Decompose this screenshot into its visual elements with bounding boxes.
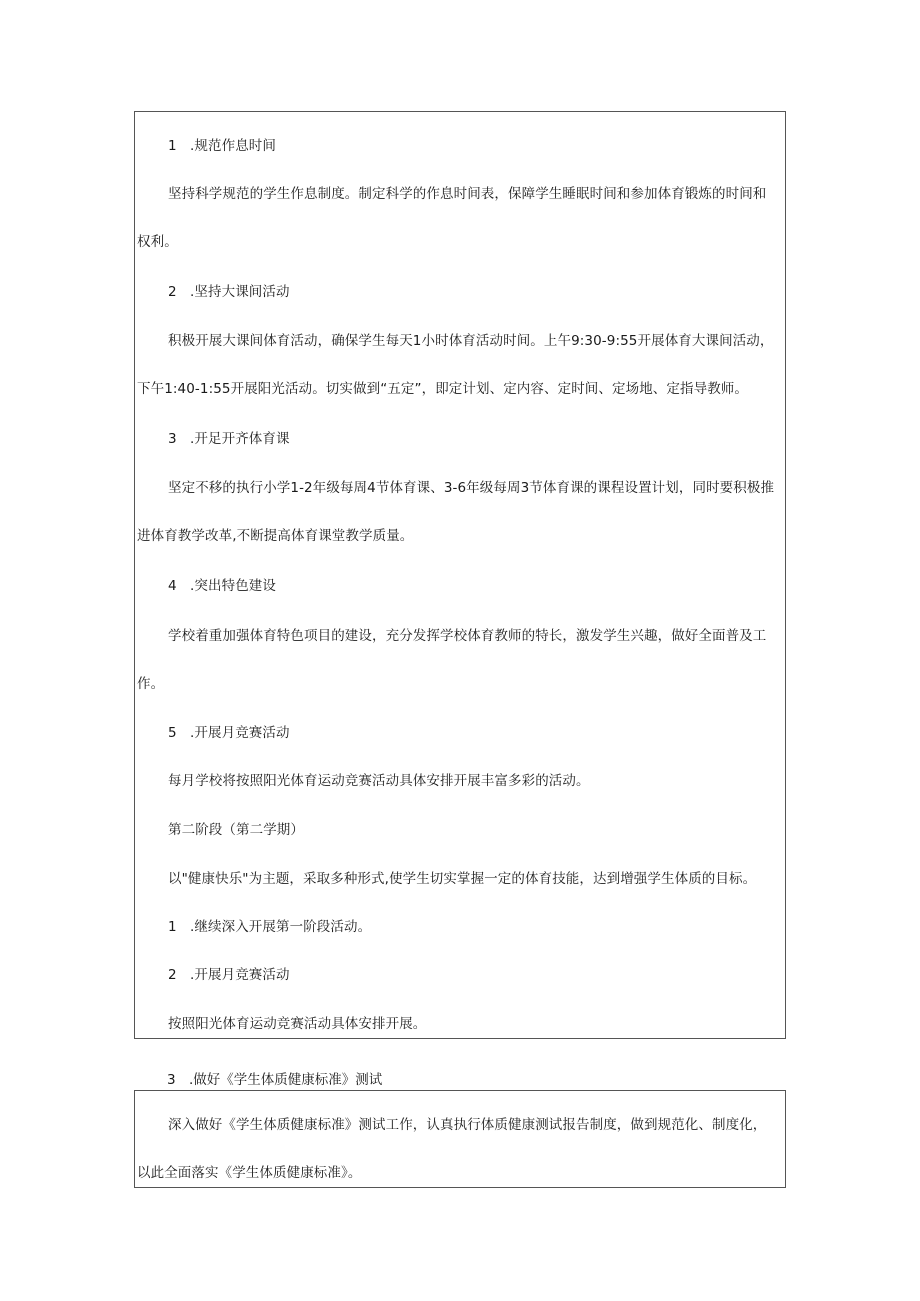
- content-box-test: [134, 1090, 786, 1188]
- paragraph-line: 以此全面落实《学生体质健康标准》。: [137, 1165, 362, 1181]
- section-title: .开足开齐体育课: [190, 431, 290, 447]
- section-title: .坚持大课间活动: [190, 284, 290, 300]
- paragraph-line: 权利。: [137, 234, 178, 250]
- section-number: 5: [168, 725, 177, 741]
- section-title: .继续深入开展第一阶段活动。: [190, 919, 372, 935]
- section-title: .突出特色建设: [190, 578, 276, 594]
- section-number: 3: [168, 431, 177, 447]
- section-number: 2: [168, 284, 177, 300]
- phase2-heading-2: [168, 966, 290, 984]
- section-number: 1: [168, 138, 177, 154]
- paragraph-line: 学校着重加强体育特色项目的建设，充分发挥学校体育教师的特长，激发学生兴趣，做好全面普及工: [168, 628, 767, 644]
- paragraph-line: 积极开展大课间体育活动，确保学生每天1小时体育活动时间。上午9:30-9:55开展体育大课间活动，: [168, 333, 774, 349]
- content-box-phase1: [134, 111, 786, 1039]
- paragraph-line: 坚持科学规范的学生作息制度。制定科学的作息时间表，保障学生睡眠时间和参加体育锻炼的时间和: [168, 186, 767, 202]
- paragraph-line: 以"健康快乐"为主题，采取多种形式,使学生切实掌握一定的体育技能，达到增强学生体质的目标。: [168, 871, 757, 887]
- paragraph-line: 坚定不移的执行小学1-2年级每周4节体育课、3-6年级每周3节体育课的课程设置计划，同时要积极推: [168, 480, 775, 496]
- section-number: 1: [168, 919, 177, 935]
- section-heading-4: [168, 577, 276, 595]
- paragraph-line: 按照阳光体育运动竞赛活动具体安排开展。: [168, 1016, 427, 1032]
- section-heading-3: [168, 430, 290, 448]
- section-number: 2: [168, 967, 177, 983]
- section-title: .做好《学生体质健康标准》测试: [189, 1072, 383, 1088]
- section-number: 4: [168, 578, 177, 594]
- phase2-heading-3: [167, 1071, 382, 1089]
- paragraph-line: 下午1:40-1:55开展阳光活动。切实做到“五定”，即定计划、定内容、定时间、定场地、定指导教师。: [137, 381, 748, 397]
- section-title: .规范作息时间: [190, 138, 276, 154]
- section-title: .开展月竞赛活动: [190, 967, 290, 983]
- section-number: 3: [167, 1072, 176, 1088]
- section-heading-5: [168, 724, 290, 742]
- paragraph-line: 进体育教学改革,不断提高体育课堂教学质量。: [137, 528, 414, 544]
- paragraph-line: 作。: [137, 676, 165, 692]
- section-heading-1: [168, 137, 276, 155]
- section-heading-2: [168, 283, 290, 301]
- phase2-heading-1: [168, 918, 371, 936]
- paragraph-line: 深入做好《学生体质健康标准》测试工作，认真执行体质健康测试报告制度，做到规范化、制度化，: [168, 1117, 767, 1133]
- phase-title: 第二阶段（第二学期）: [168, 822, 304, 838]
- section-title: .开展月竞赛活动: [190, 725, 290, 741]
- paragraph-line: 每月学校将按照阳光体育运动竞赛活动具体安排开展丰富多彩的活动。: [168, 773, 590, 789]
